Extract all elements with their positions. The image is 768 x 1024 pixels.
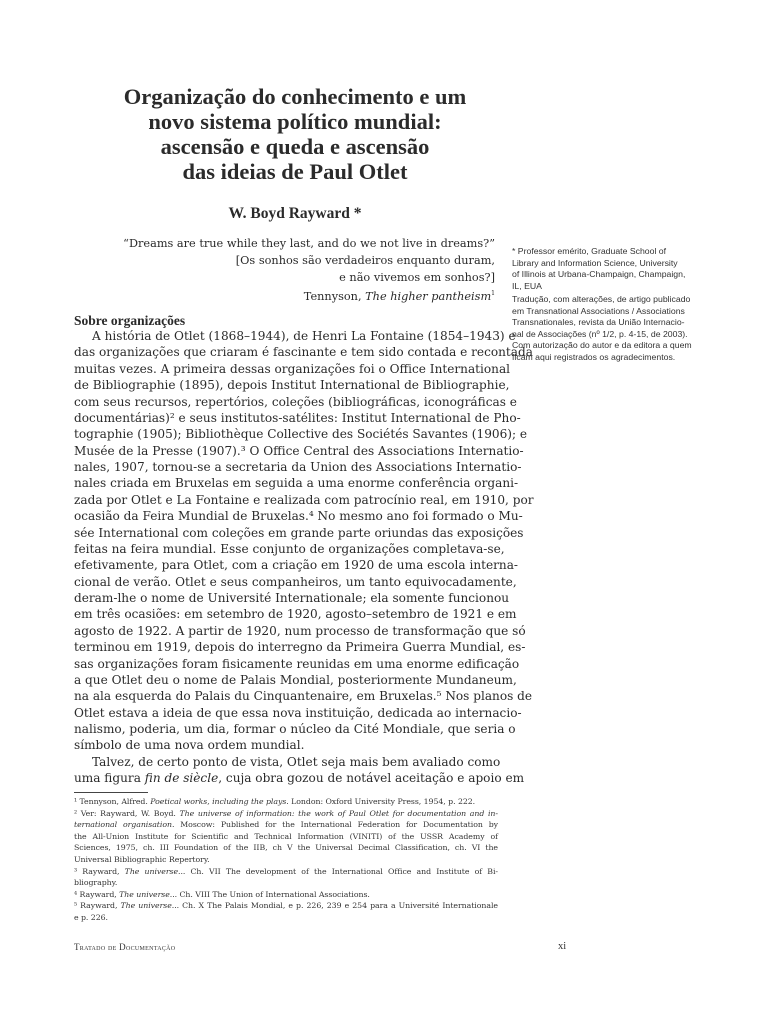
fn-run: ² Ver: Rayward, W. Boyd.: [74, 808, 180, 818]
body-line: sas organizações foram fisicamente reunidas em uma enorme edificação: [74, 656, 520, 671]
fn-italic-run: ternational organisation: [74, 820, 172, 830]
footnote-2-cont: Sciences, 1975, ch. III Foundation of the IIB, ch V the Universal Decimal Classification, ch. VI the: [74, 843, 498, 853]
body-line: documentárias)² e seus institutos-satélites: Institut International de Pho-: [74, 410, 521, 425]
footnote-5-cont: e p. 226.: [74, 912, 108, 922]
body-line: nales, 1907, tornou-se a secretaria da Union des Associations Internatio-: [74, 460, 522, 474]
translation-note: [512, 294, 717, 364]
side-line: Library and Information Science, University: [512, 257, 678, 268]
fn-italic-run: The universe of information: the work of Paul Otlet for documentation and in-: [179, 808, 498, 818]
body-line: nales criada em Bruxelas em seguida a uma enorme conferência organi-: [74, 476, 519, 491]
title-line: das ideias de Paul Otlet: [182, 159, 408, 184]
body-line: deram-lhe o nome de Université Internationale; ela somente funcionou: [74, 591, 510, 605]
fn-run: Ch. VII The development of the International Office and Institute of Bi-: [185, 866, 498, 876]
fn-run: ¹ Tennyson, Alfred.: [74, 797, 151, 806]
body-line: terminou em 1919, depois do interregno da Primeira Guerra Mundial, es-: [74, 640, 526, 655]
fn-run: ⁵ Rayward,: [74, 901, 121, 911]
side-line: Transnationales, revista da União Internacio-: [512, 317, 685, 328]
fn-italic-run: The universe...: [124, 866, 186, 876]
body-line: tographie (1905); Bibliothèque Collective des Sociétés Savantes (1906); e: [74, 427, 528, 442]
body-line: feitas na feira mundial. Esse conjunto de organizações completava-se,: [74, 541, 505, 556]
footnote-separator: [74, 792, 148, 793]
footnote-2: [74, 808, 498, 820]
author-name: W. Boyd Rayward *: [228, 205, 362, 222]
fn-italic-run: The universe...: [119, 889, 178, 899]
body-line: Talvez, de certo ponto de vista, Otlet seja mais bem avaliado como: [92, 754, 501, 769]
footnote-4: [74, 889, 498, 901]
side-line: Com autorização do autor e da editora a quem: [512, 340, 692, 351]
body-line: cional de verão. Otlet e seus companheiros, um tanto equivocadamente,: [74, 574, 517, 589]
fn-run: . London: Oxford University Press, 1954, p. 222.: [286, 797, 476, 806]
body-line: sée International com coleções em grande parte oriundas das exposições: [74, 525, 524, 540]
section-heading: Sobre organizações: [74, 313, 186, 328]
fn-run: Ch. X The Palais Mondial, e p. 226, 239 e 254 para a Université Internationale: [179, 901, 498, 911]
footnote-2-cont: Universal Bibliographic Repertory.: [74, 854, 210, 864]
footnotes: [74, 796, 498, 924]
fn-italic-run: The universe...: [120, 901, 180, 911]
title-line: Organização do conhecimento e um: [123, 84, 467, 109]
epigraph-attribution: [55, 286, 495, 306]
body-line: Musée de la Presse (1907).³ O Office Central des Associations Internatio-: [74, 443, 524, 458]
title-line: novo sistema político mundial:: [148, 109, 442, 134]
side-line: of Illinois at Urbana-Champaign, Champaign,: [512, 269, 686, 280]
footnote-3: [74, 866, 498, 878]
body-line: das organizações que criaram é fascinante e tem sido contada e recontada: [74, 345, 533, 360]
body-line: agosto de 1922. A partir de 1920, num processo de transformação que só: [74, 623, 526, 638]
epigraph-quote: “Dreams are true while they last, and do we not live in dreams?”: [123, 237, 495, 250]
title-line: ascensão e queda e ascensão: [160, 134, 430, 159]
footnote-1: [74, 796, 498, 808]
side-line: * Professor emérito, Graduate School of: [512, 246, 667, 256]
body-text-run: , cuja obra gozou de notável aceitação e apoio em: [218, 771, 525, 786]
side-line: nal de Associações (nº 1/2, p. 4-15, de 2003).: [512, 328, 688, 339]
fn-italic-run: Poetical works, including the plays: [150, 797, 287, 806]
footnote-2-cont: [74, 819, 498, 831]
body-italic-run: fin de siècle: [144, 771, 219, 786]
body-line: ocasião da Feira Mundial de Bruxelas.⁴ No mesmo ano foi formado o Mu-: [74, 509, 523, 524]
body-line: de Bibliographie (1895), depois Institut International de Bibliographie,: [74, 378, 510, 393]
body-line: na ala esquerda do Palais du Cinquantenaire, em Bruxelas.⁵ Nos planos de: [74, 689, 533, 704]
body-line: a que Otlet deu o nome de Palais Mondial, posteriormente Mundaneum,: [74, 672, 517, 687]
article-title: [60, 84, 530, 184]
attribution-work: The higher pantheism: [365, 290, 492, 304]
epigraph-translation: [Os sonhos são verdadeiros enquanto duram,: [235, 253, 495, 267]
side-line: IL, EUA: [512, 280, 542, 291]
fn-run: Ch. VIII The Union of International Associations.: [177, 889, 370, 899]
page-number: xi: [558, 941, 567, 952]
running-footer: Tratado de Documentação: [74, 942, 176, 952]
body-line: muitas vezes. A primeira dessas organizações foi o Office International: [74, 361, 511, 376]
body-line: em três ocasiões: em setembro de 1920, agosto–setembro de 1921 e em: [74, 607, 517, 622]
body-line: efetivamente, para Otlet, com a criação em 1920 de uma escola interna-: [74, 558, 519, 573]
body-line: nalismo, poderia, um dia, formar o núcleo da Cité Mondiale, que seria o: [74, 722, 516, 736]
author-affiliation-note: [512, 246, 717, 292]
footnote-5: [74, 900, 498, 912]
side-line: em Transnational Associations / Associations: [512, 305, 685, 316]
footnote-2-cont: the All-Union Institute for Scientific and Technical Information (VINITI) of the USSR Academy of: [74, 831, 498, 841]
body-line: A história de Otlet (1868–1944), de Henri La Fontaine (1854–1943) e: [92, 329, 516, 343]
footnote-3-cont: bliography.: [74, 878, 118, 888]
body-text: [74, 328, 534, 787]
footnote-ref[interactable]: 1: [491, 290, 495, 298]
fn-run: ⁴ Rayward,: [74, 889, 120, 899]
epigraph-translation: e não vivemos em sonhos?]: [339, 270, 495, 284]
body-line: [74, 770, 525, 786]
fn-run: . Moscow: Published for the International Federation for Documentation by: [171, 820, 498, 830]
fn-run: ³ Rayward,: [74, 866, 125, 876]
body-line: zada por Otlet e La Fontaine e realizada com patrocínio real, em 1910, por: [74, 492, 534, 507]
body-text-run: uma figura: [74, 771, 145, 786]
body-line: símbolo de uma nova ordem mundial.: [74, 738, 305, 753]
epigraph: [55, 236, 495, 306]
side-line: Tradução, com alterações, de artigo publicado: [512, 294, 691, 304]
side-line: ficam aqui registrados os agradecimentos.: [512, 351, 676, 362]
attribution-author: Tennyson,: [303, 290, 366, 304]
body-line: com seus recursos, repertórios, coleções (bibliográficas, iconográficas e: [74, 394, 517, 409]
body-line: Otlet estava a ideia de que essa nova instituição, dedicada ao internacio-: [74, 705, 522, 720]
